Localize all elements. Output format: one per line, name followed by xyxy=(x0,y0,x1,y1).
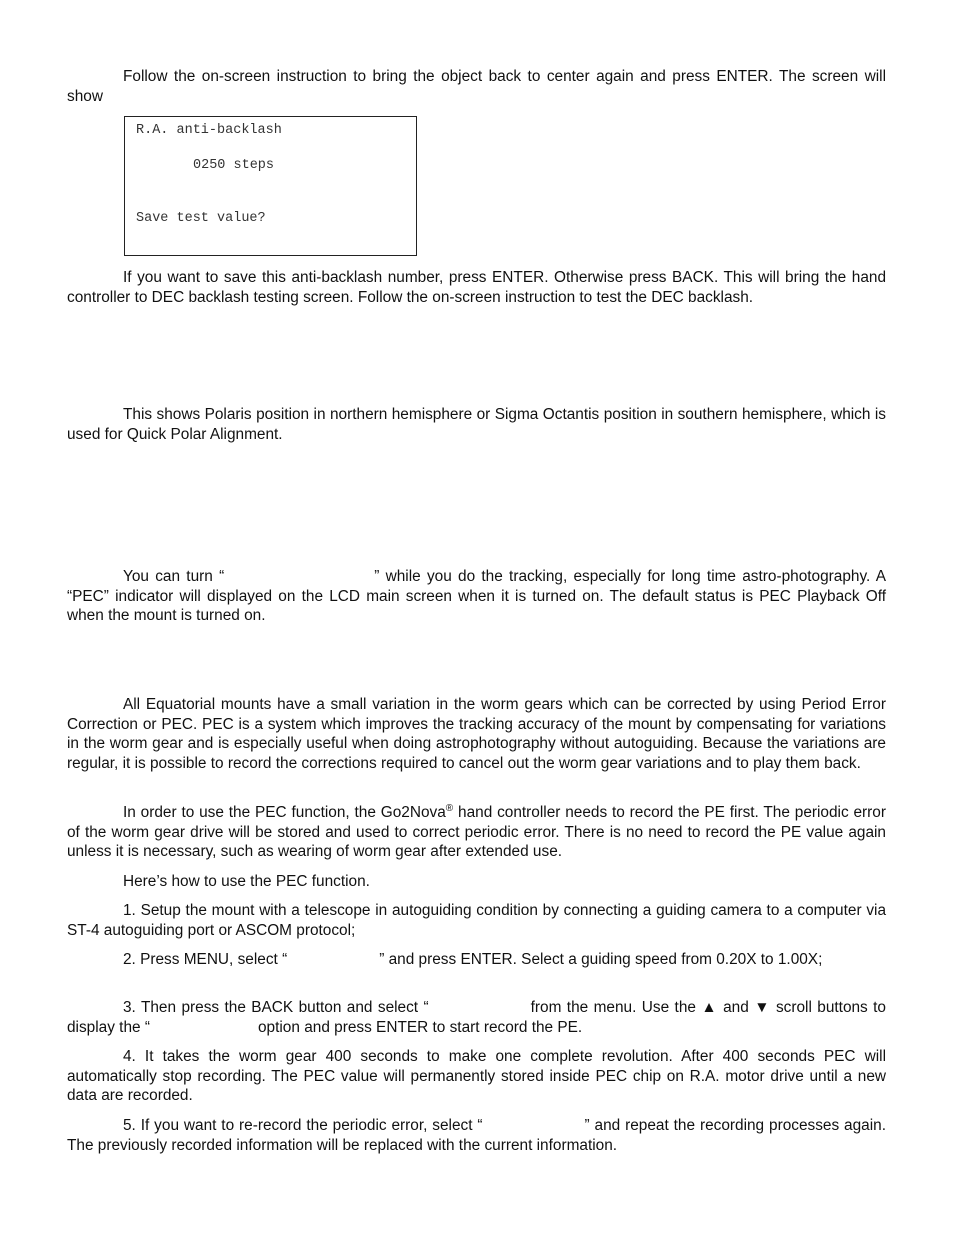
step3-text-part2: from the menu. Use the ▲ and ▼ scroll buttons to display the “ xyxy=(67,999,886,1036)
paragraph-step-1: 1. Setup the mount with a telescope in autoguiding condition by connecting a guiding camera to a computer via ST-4 autoguiding port or ASCOM protocol; xyxy=(67,902,886,939)
registered-mark: ® xyxy=(445,802,454,814)
paragraph-pec-record-intro xyxy=(67,803,886,862)
paragraph-how-to: Here’s how to use the PEC function. xyxy=(123,873,370,890)
pec-record-text-after: hand controller needs to record the PE first. The periodic error of the worm gear drive will be stored and used to correct periodic error. There is no need to record the PE value again unless it is necessary, such as wearing of worm gear after extended use. xyxy=(67,804,886,861)
paragraph-step-3 xyxy=(67,998,886,1037)
paragraph-step-4: 4. It takes the worm gear 400 seconds to make one complete revolution. After 400 seconds PEC will automatically stop recording. The PEC value will permanently stored inside PEC chip on R.A. motor drive until a new data are recorded. xyxy=(67,1048,886,1105)
step2-text-before: 2. Press MENU, select “ xyxy=(123,951,288,968)
paragraph-polaris-position: This shows Polaris position in northern hemisphere or Sigma Octantis position in southern hemisphere, which is used for Quick Polar Alignment. xyxy=(67,406,886,443)
pec-playback-text-after: ” while you do the tracking, especially for long time astro-photography. A “PEC” indicator will displayed on the LCD main screen when it is turned on. The default status is PEC Playback Off when the mount is turned on. xyxy=(67,568,886,625)
paragraph-pec-playback xyxy=(67,567,886,626)
paragraph-intro: Follow the on-screen instruction to bring the object back to center again and press ENTER. The screen will show xyxy=(67,68,886,105)
paragraph-step-2 xyxy=(67,950,886,970)
pec-playback-text-before: You can turn “ xyxy=(123,568,225,585)
pec-record-text-before: In order to use the PEC function, the Go2Nova xyxy=(123,804,446,821)
lcd-screen-box xyxy=(124,116,417,256)
step5-text-before: 5. If you want to re-record the periodic error, select “ xyxy=(123,1117,483,1134)
step3-text-part3: option and press ENTER to start record the PE. xyxy=(257,1018,583,1036)
lcd-line-prompt: Save test value? xyxy=(136,211,266,226)
paragraph-pec-overview: All Equatorial mounts have a small variation in the worm gears which can be corrected by using Period Error Correction or PEC. PEC is a system which improves the tracking accuracy of the mount by compensating for variations in the worm gear and is especially useful when doing astrophotography without autoguiding. Because the variations are regular, it is possible to record the corrections required to cancel out the worm gear variations and to play them back. xyxy=(67,696,886,772)
lcd-line-title: R.A. anti-backlash xyxy=(136,123,282,138)
lcd-line-steps: 0250 steps xyxy=(193,158,275,173)
paragraph-step-5 xyxy=(67,1116,886,1155)
step5-text-after: ” and repeat the recording processes again. The previously recorded information will be replaced with the current information. xyxy=(67,1117,886,1154)
step3-text-part1: 3. Then press the BACK button and select “ xyxy=(123,999,429,1016)
paragraph-save-backlash: If you want to save this anti-backlash number, press ENTER. Otherwise press BACK. This will bring the hand controller to DEC backlash testing screen. Follow the on-screen instruction to test the DEC backlash. xyxy=(67,269,886,306)
step2-text-after: ” and press ENTER. Select a guiding speed from 0.20X to 1.00X; xyxy=(379,951,823,968)
